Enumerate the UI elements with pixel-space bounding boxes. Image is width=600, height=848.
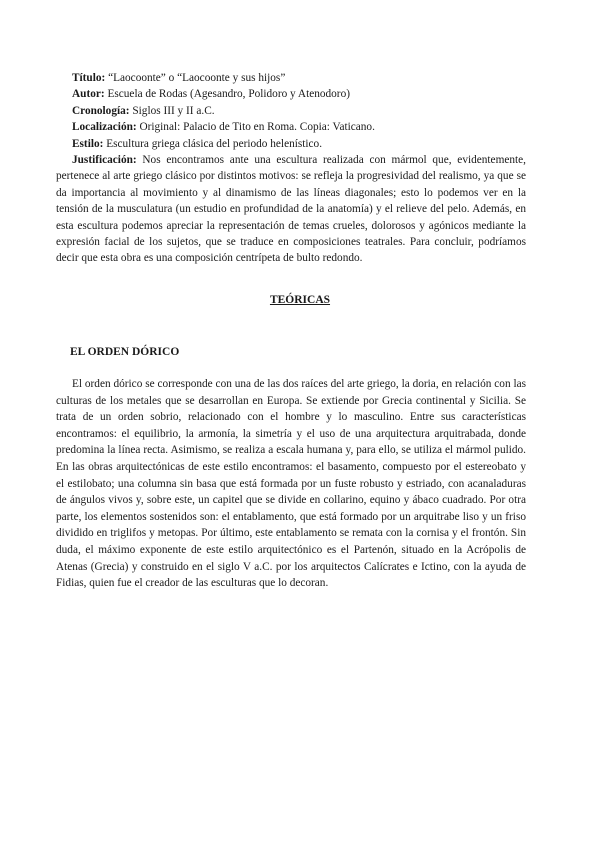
- body-paragraph: El orden dórico se corresponde con una de las dos raíces del arte griego, la doria, en relación con las culturas de los metales que se desarrollan en Europa. Se extiende por Grecia continental y Sicilia. Se trata de un orden sobrio, relacionado con el hombre y lo masculino. Entre sus características encontramos: el equilibrio, la armonía, la simetría y el uso de una arquitectura arquitrabada, donde predomina la línea recta. Asimismo, se realiza a escala humana y, para ello, se utiliza el mármol pulido. En las obras arquitectónicas de este estilo encontramos: el basamento, compuesto por el estereobato y el estilobato; una columna sin basa que está formada por un fuste robusto y estriado, con acanaladuras de ángulos vivos y, sobre este, un capitel que se divide en collarino, equino y ábaco cuadrado. Por otra parte, los elementos sostenidos son: el entablamento, que está formado por un arquitrabe liso y un friso dividido en triglifos y metopas. Por último, este entablamento se remata con la cornisa y el frontón. Sin duda, el máximo exponente de este estilo arquitectónico es el Partenón, situado en la Acrópolis de Atenas (Grecia) y construido en el siglo V a.C. por los arquitectos Calícrates e Ictino, con la ayuda de Fidias, quien fue el creador de las esculturas que lo decoran.: [56, 378, 526, 590]
- justification-value: Nos encontramos ante una escultura realizada con mármol que, evidentemente, pertenece al arte griego clásico por distintos motivos: se refleja la progresividad del realismo, ya que se da importancia al movimiento y al dinamismo de las líneas diagonales; esto lo podemos ver en la tensión de la musculatura (un estudio en profundidad de la anatomía) y el relieve del pelo. Además, en esta escultura podemos apreciar la representación de temas crueles, dolorosos y agónicos mediante la expresión facial de los sujetos, que se traduce en composiciones teatrales. Para concluir, podríamos decir que esta obra es una composición centrípeta de bulto redondo.: [56, 154, 526, 265]
- chronology-label: Cronología:: [72, 104, 130, 117]
- location-value: Original: Palacio de Tito en Roma. Copia: Vaticano.: [136, 121, 375, 134]
- author-line: [56, 86, 526, 102]
- style-line: [56, 136, 526, 152]
- section-title: TEÓRICAS: [269, 294, 331, 306]
- chronology-line: [56, 103, 526, 119]
- location-line: [56, 119, 526, 135]
- justification-label: Justificación:: [72, 154, 137, 167]
- style-value: Escultura griega clásica del periodo helenístico.: [103, 137, 323, 150]
- justification-paragraph: [56, 152, 526, 267]
- artwork-metadata: [56, 70, 526, 267]
- title-line: [56, 70, 526, 86]
- title-value: “Laocoonte” o “Laocoonte y sus hijos”: [105, 72, 286, 84]
- subsection-title: EL ORDEN DÓRICO: [70, 346, 180, 358]
- style-label: Estilo:: [72, 137, 104, 150]
- location-label: Localización:: [72, 121, 137, 134]
- author-value: Escuela de Rodas (Agesandro, Polidoro y Atenodoro): [104, 88, 350, 101]
- chronology-value: Siglos III y II a.C.: [129, 104, 215, 117]
- author-label: Autor:: [72, 88, 105, 101]
- title-label: Título:: [72, 72, 106, 84]
